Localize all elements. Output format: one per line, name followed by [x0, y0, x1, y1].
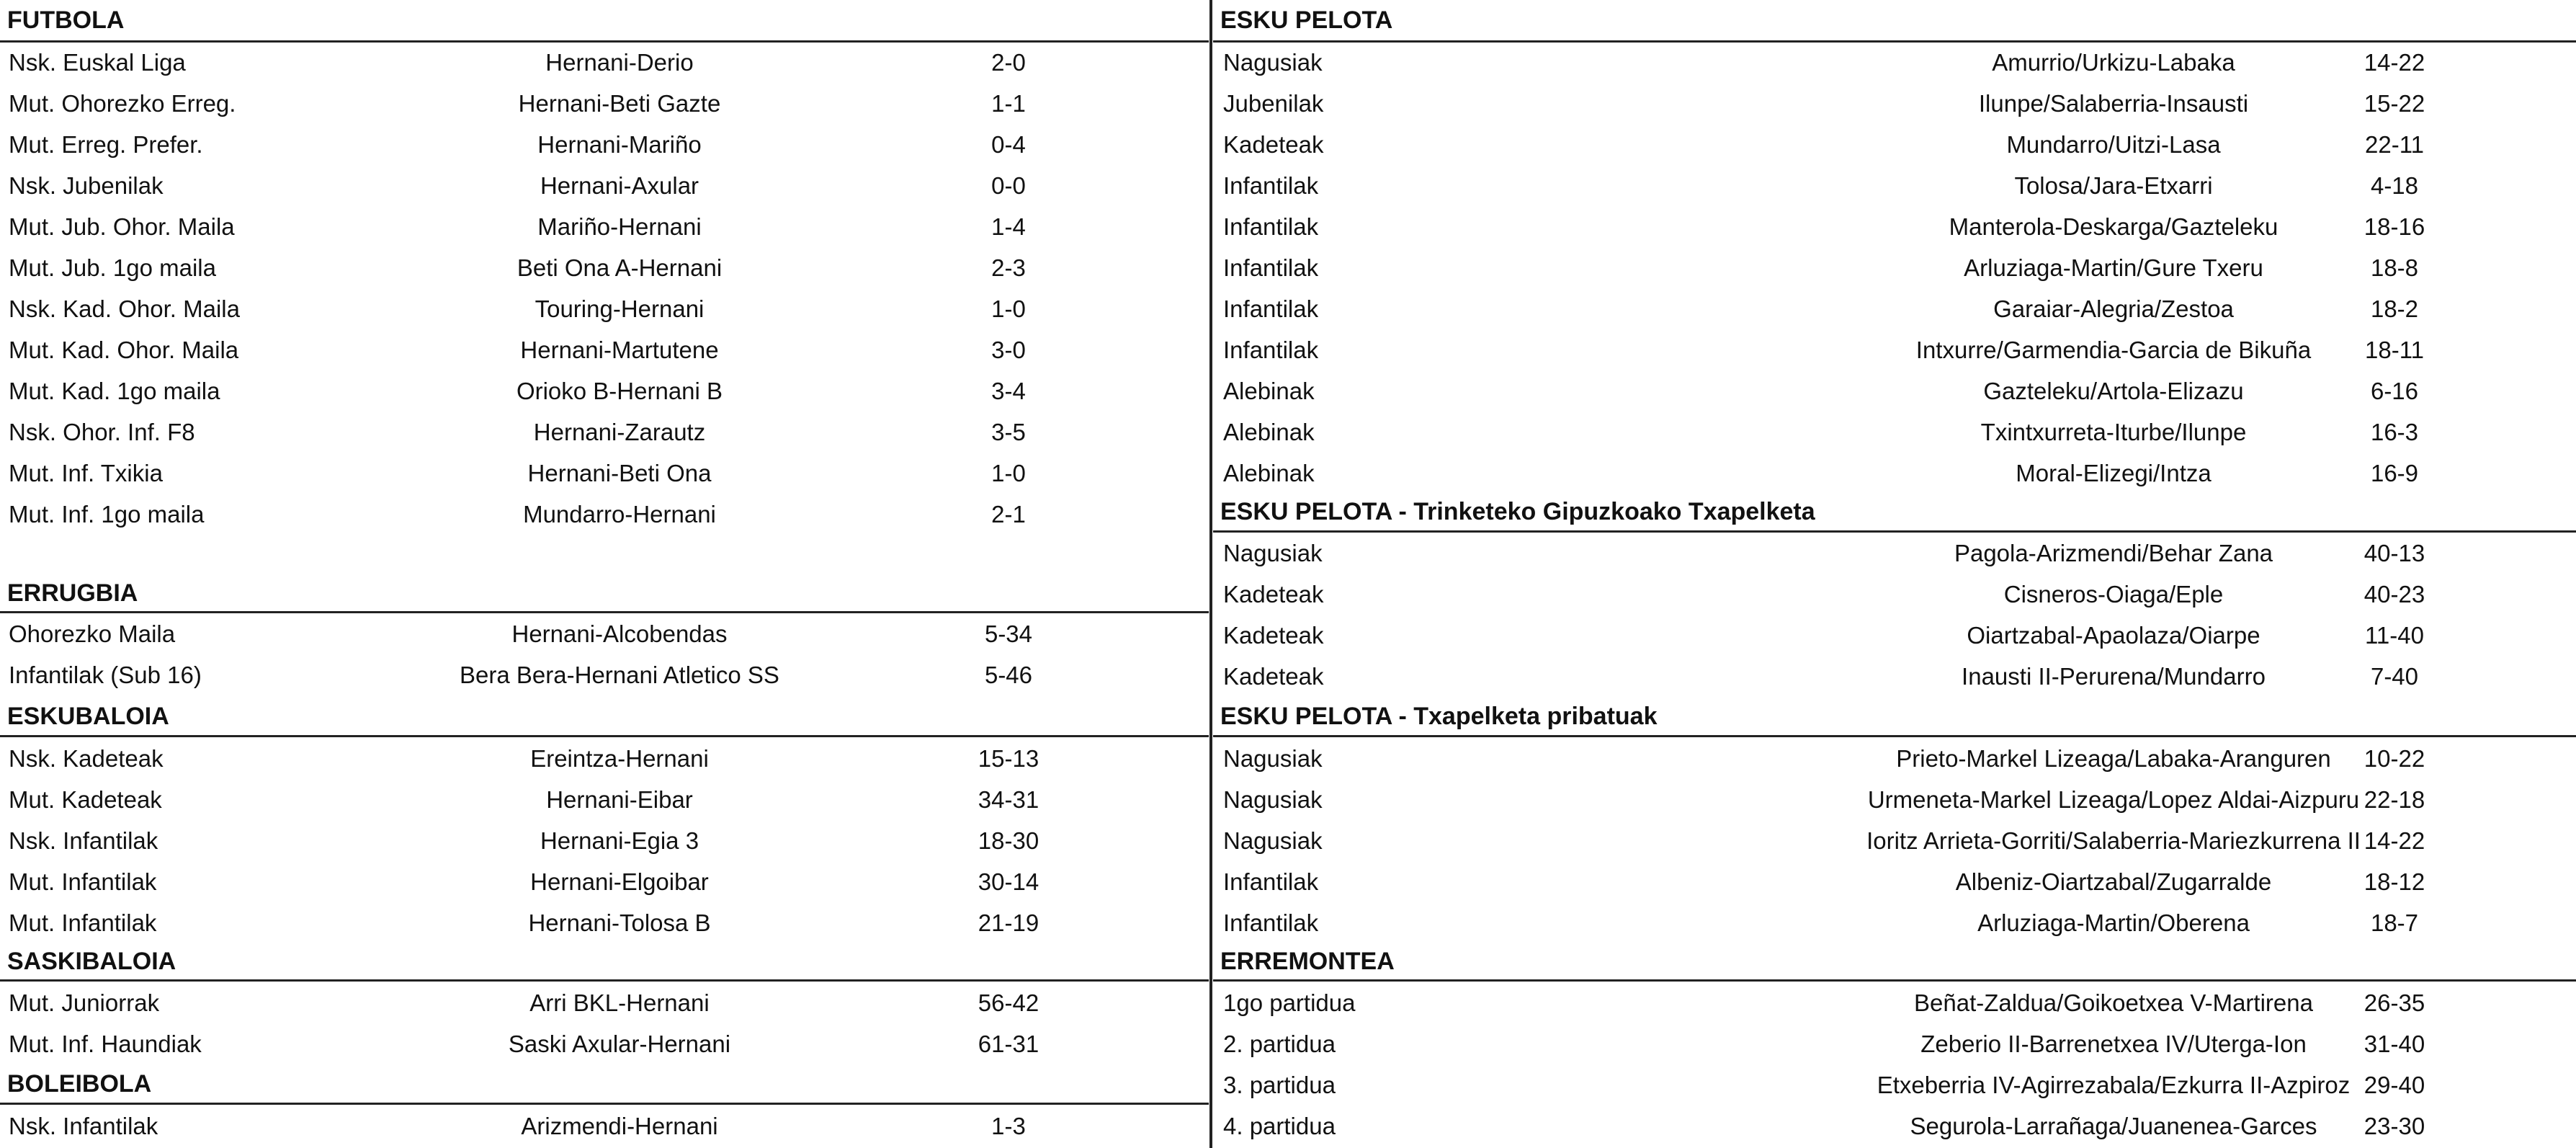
match-teams: Zeberio II-Barrenetxea IV/Uterga-Ion	[1920, 1031, 2307, 1057]
match-score: 1-4	[991, 213, 1026, 240]
section-divider	[0, 979, 1209, 982]
category-label: Nsk. Euskal Liga	[9, 49, 186, 76]
result-row	[0, 779, 1209, 820]
result-row	[1213, 329, 2576, 370]
section-title-esku-pelota-txapelketa-pribatuak: ESKU PELOTA - Txapelketa pribatuak	[1220, 703, 1658, 730]
match-score: 15-22	[2363, 90, 2425, 117]
match-teams: Albeniz-Oiartzabal/Zugarralde	[1955, 868, 2272, 895]
match-teams: Prieto-Markel Lizeaga/Labaka-Aranguren	[1896, 745, 2331, 772]
category-label: Mut. Juniorrak	[9, 989, 160, 1016]
result-row	[0, 613, 1209, 654]
category-label: Nsk. Infantilak	[9, 827, 158, 854]
category-label: Infantilak	[1223, 254, 1319, 281]
result-row	[1213, 820, 2576, 861]
match-score: 11-40	[2365, 622, 2424, 649]
match-score: 18-8	[2370, 254, 2419, 281]
match-score: 61-31	[978, 1031, 1039, 1057]
result-row	[1213, 124, 2576, 165]
match-score: 18-30	[978, 827, 1039, 854]
match-score: 2-3	[991, 254, 1026, 281]
match-score: 0-4	[991, 131, 1026, 158]
section-title-boleibola: BOLEIBOLA	[7, 1070, 152, 1098]
category-label: 1go partidua	[1223, 989, 1356, 1016]
category-label: Infantilak (Sub 16)	[9, 662, 202, 688]
section-title-esku-pelota: ESKU PELOTA	[1220, 6, 1393, 34]
match-score: 30-14	[978, 868, 1039, 895]
category-label: Nsk. Jubenilak	[9, 172, 164, 199]
category-label: Mut. Jub. 1go maila	[9, 254, 216, 281]
result-row	[0, 247, 1209, 288]
result-row	[0, 288, 1209, 329]
result-row	[0, 42, 1209, 83]
match-teams: Bera Bera-Hernani Atletico SS	[460, 662, 779, 688]
match-score: 3-5	[991, 419, 1026, 445]
category-label: Alebinak	[1223, 419, 1315, 445]
match-teams: Mundarro-Hernani	[523, 501, 716, 528]
category-label: Mut. Kad. 1go maila	[9, 378, 220, 404]
match-teams: Amurrio/Urkizu-Labaka	[1992, 49, 2235, 76]
match-teams: Arri BKL-Hernani	[529, 989, 710, 1016]
category-label: Nsk. Kadeteak	[9, 745, 164, 772]
section-title-saskibaloia: SASKIBALOIA	[7, 948, 176, 975]
category-label: Nsk. Ohor. Inf. F8	[9, 419, 195, 445]
match-score: 23-30	[2363, 1113, 2425, 1139]
match-teams: Hernani-Zarautz	[533, 419, 706, 445]
match-teams: Orioko B-Hernani B	[516, 378, 723, 404]
result-row	[1213, 779, 2576, 820]
match-teams: Saski Axular-Hernani	[508, 1031, 731, 1057]
match-score: 2-1	[991, 501, 1026, 528]
match-score: 21-19	[978, 909, 1039, 936]
match-score: 26-35	[2363, 989, 2425, 1016]
result-row	[1213, 288, 2576, 329]
category-label: Nagusiak	[1223, 540, 1323, 566]
match-teams: Arizmendi-Hernani	[521, 1113, 718, 1139]
category-label: 3. partidua	[1223, 1072, 1336, 1098]
result-row	[1213, 1023, 2576, 1064]
section-divider	[1213, 979, 2576, 982]
match-score: 14-22	[2363, 827, 2425, 854]
result-row	[0, 329, 1209, 370]
match-score: 22-18	[2363, 786, 2425, 813]
match-teams: Ereintza-Hernani	[530, 745, 709, 772]
match-score: 14-22	[2363, 49, 2425, 76]
section-title-esku-pelota-trinketeko-gipuzkoako-txapelketa: ESKU PELOTA - Trinketeko Gipuzkoako Txapelketa	[1220, 498, 1815, 525]
result-row	[0, 411, 1209, 453]
category-label: Nagusiak	[1223, 827, 1323, 854]
result-row	[1213, 861, 2576, 902]
result-row	[1213, 370, 2576, 411]
category-label: Jubenilak	[1223, 90, 1324, 117]
category-label: Mut. Inf. 1go maila	[9, 501, 205, 528]
match-score: 29-40	[2363, 1072, 2425, 1098]
match-teams: Inausti II-Perurena/Mundarro	[1962, 663, 2266, 690]
match-score: 2-0	[991, 49, 1026, 76]
result-row	[1213, 574, 2576, 615]
match-score: 3-0	[991, 337, 1026, 363]
result-row	[1213, 453, 2576, 494]
match-score: 1-1	[991, 90, 1026, 117]
category-label: Mut. Jub. Ohor. Maila	[9, 213, 235, 240]
category-label: Nsk. Kad. Ohor. Maila	[9, 295, 240, 322]
category-label: Mut. Infantilak	[9, 909, 157, 936]
category-label: Infantilak	[1223, 909, 1319, 936]
category-label: Infantilak	[1223, 337, 1319, 363]
match-score: 3-4	[991, 378, 1026, 404]
category-label: Mut. Ohorezko Erreg.	[9, 90, 236, 117]
category-label: 4. partidua	[1223, 1113, 1336, 1139]
match-teams: Arluziaga-Martin/Gure Txeru	[1964, 254, 2263, 281]
match-teams: Arluziaga-Martin/Oberena	[1977, 909, 2250, 936]
match-teams: Hernani-Mariño	[537, 131, 702, 158]
category-label: Mut. Infantilak	[9, 868, 157, 895]
match-score: 1-0	[991, 460, 1026, 486]
match-score: 18-11	[2365, 337, 2424, 363]
category-label: Alebinak	[1223, 460, 1315, 486]
match-teams: Oiartzabal-Apaolaza/Oiarpe	[1967, 622, 2260, 649]
match-teams: Hernani-Beti Gazte	[518, 90, 721, 117]
match-teams: Touring-Hernani	[535, 295, 705, 322]
match-score: 10-22	[2363, 745, 2425, 772]
left-results-column	[0, 0, 1209, 1148]
result-row	[0, 654, 1209, 695]
category-label: Mut. Kadeteak	[9, 786, 162, 813]
result-row	[0, 494, 1209, 535]
result-row	[1213, 411, 2576, 453]
section-divider	[0, 1103, 1209, 1105]
result-row	[1213, 615, 2576, 656]
category-label: Nsk. Infantilak	[9, 1113, 158, 1139]
match-teams: Hernani-Derio	[545, 49, 694, 76]
match-score: 22-11	[2365, 131, 2424, 158]
match-score: 0-0	[991, 172, 1026, 199]
result-row	[1213, 902, 2576, 943]
match-score: 16-9	[2370, 460, 2419, 486]
match-teams: Hernani-Tolosa B	[528, 909, 711, 936]
column-divider	[1209, 0, 1212, 1148]
result-row	[0, 124, 1209, 165]
match-score: 7-40	[2370, 663, 2419, 690]
match-teams: Hernani-Elgoibar	[530, 868, 709, 895]
match-teams: Manterola-Deskarga/Gazteleku	[1949, 213, 2278, 240]
match-teams: Urmeneta-Markel Lizeaga/Lopez Aldai-Aizpuru	[1867, 786, 2360, 813]
match-score: 16-3	[2370, 419, 2419, 445]
match-teams: Mundarro/Uitzi-Lasa	[2006, 131, 2221, 158]
result-row	[1213, 165, 2576, 206]
match-teams: Moral-Elizegi/Intza	[2016, 460, 2211, 486]
match-score: 40-23	[2363, 581, 2425, 608]
match-score: 34-31	[978, 786, 1039, 813]
match-teams: Ilunpe/Salaberria-Insausti	[1978, 90, 2249, 117]
result-row	[0, 370, 1209, 411]
category-label: Nagusiak	[1223, 745, 1323, 772]
match-score: 1-3	[991, 1113, 1026, 1139]
match-score: 18-7	[2370, 909, 2419, 936]
result-row	[0, 83, 1209, 124]
section-title-erremontea: ERREMONTEA	[1220, 948, 1395, 975]
category-label: Mut. Kad. Ohor. Maila	[9, 337, 239, 363]
result-row	[0, 1023, 1209, 1064]
result-row	[0, 902, 1209, 943]
result-row	[0, 982, 1209, 1023]
match-teams: Intxurre/Garmendia-Garcia de Bikuña	[1915, 337, 2312, 363]
match-score: 6-16	[2370, 378, 2419, 404]
category-label: Kadeteak	[1223, 663, 1324, 690]
match-score: 18-12	[2363, 868, 2425, 895]
result-row	[0, 1105, 1209, 1147]
section-title-futbola: FUTBOLA	[7, 6, 125, 34]
category-label: Infantilak	[1223, 295, 1319, 322]
match-teams: Cisneros-Oiaga/Eple	[2003, 581, 2224, 608]
section-divider	[1213, 735, 2576, 737]
match-score: 1-0	[991, 295, 1026, 322]
category-label: Mut. Inf. Txikia	[9, 460, 163, 486]
category-label: Kadeteak	[1223, 622, 1324, 649]
match-score: 4-18	[2370, 172, 2419, 199]
match-score: 15-13	[978, 745, 1039, 772]
match-teams: Hernani-Beti Ona	[527, 460, 712, 486]
result-row	[1213, 656, 2576, 697]
result-row	[0, 738, 1209, 779]
result-row	[1213, 1064, 2576, 1105]
match-teams: Hernani-Eibar	[546, 786, 693, 813]
category-label: Alebinak	[1223, 378, 1315, 404]
match-score: 18-16	[2363, 213, 2425, 240]
match-teams: Ioritz Arrieta-Gorriti/Salaberria-Mariezkurrena II	[1866, 827, 2361, 854]
section-divider	[0, 735, 1209, 737]
match-teams: Hernani-Martutene	[520, 337, 719, 363]
match-teams: Beñat-Zaldua/Goikoetxea V-Martirena	[1914, 989, 2313, 1016]
category-label: 2. partidua	[1223, 1031, 1336, 1057]
result-row	[1213, 738, 2576, 779]
category-label: Infantilak	[1223, 213, 1319, 240]
match-teams: Hernani-Alcobendas	[511, 620, 728, 647]
match-teams: Tolosa/Jara-Etxarri	[2014, 172, 2213, 199]
category-label: Kadeteak	[1223, 131, 1324, 158]
match-teams: Hernani-Egia 3	[540, 827, 699, 854]
category-label: Ohorezko Maila	[9, 620, 176, 647]
section-title-errugbia: ERRUGBIA	[7, 579, 138, 607]
section-title-eskubaloia: ESKUBALOIA	[7, 703, 169, 730]
match-score: 5-34	[984, 620, 1033, 647]
match-score: 31-40	[2363, 1031, 2425, 1057]
match-teams: Mariño-Hernani	[537, 213, 702, 240]
match-teams: Garaiar-Alegria/Zestoa	[1993, 295, 2234, 322]
right-results-column	[1213, 0, 2576, 1148]
match-teams: Hernani-Axular	[540, 172, 699, 199]
match-score: 56-42	[978, 989, 1039, 1016]
result-row	[1213, 982, 2576, 1023]
result-row	[1213, 206, 2576, 247]
category-label: Nagusiak	[1223, 49, 1323, 76]
match-score: 40-13	[2363, 540, 2425, 566]
category-label: Infantilak	[1223, 172, 1319, 199]
match-teams: Txintxurreta-Iturbe/Ilunpe	[1980, 419, 2247, 445]
result-row	[0, 165, 1209, 206]
match-teams: Pagola-Arizmendi/Behar Zana	[1954, 540, 2273, 566]
result-row	[1213, 83, 2576, 124]
result-row	[1213, 1105, 2576, 1147]
category-label: Infantilak	[1223, 868, 1319, 895]
match-teams: Beti Ona A-Hernani	[516, 254, 723, 281]
result-row	[1213, 533, 2576, 574]
result-row	[1213, 42, 2576, 83]
category-label: Mut. Inf. Haundiak	[9, 1031, 202, 1057]
match-score: 5-46	[984, 662, 1033, 688]
result-row	[0, 820, 1209, 861]
match-teams: Gazteleku/Artola-Elizazu	[1983, 378, 2244, 404]
result-row	[0, 206, 1209, 247]
result-row	[1213, 247, 2576, 288]
match-teams: Etxeberria IV-Agirrezabala/Ezkurra II-Azpiroz	[1877, 1072, 2351, 1098]
result-row	[0, 861, 1209, 902]
category-label: Mut. Erreg. Prefer.	[9, 131, 203, 158]
result-row	[0, 453, 1209, 494]
category-label: Kadeteak	[1223, 581, 1324, 608]
match-score: 18-2	[2370, 295, 2419, 322]
match-teams: Segurola-Larrañaga/Juanenea-Garces	[1910, 1113, 2317, 1139]
category-label: Nagusiak	[1223, 786, 1323, 813]
